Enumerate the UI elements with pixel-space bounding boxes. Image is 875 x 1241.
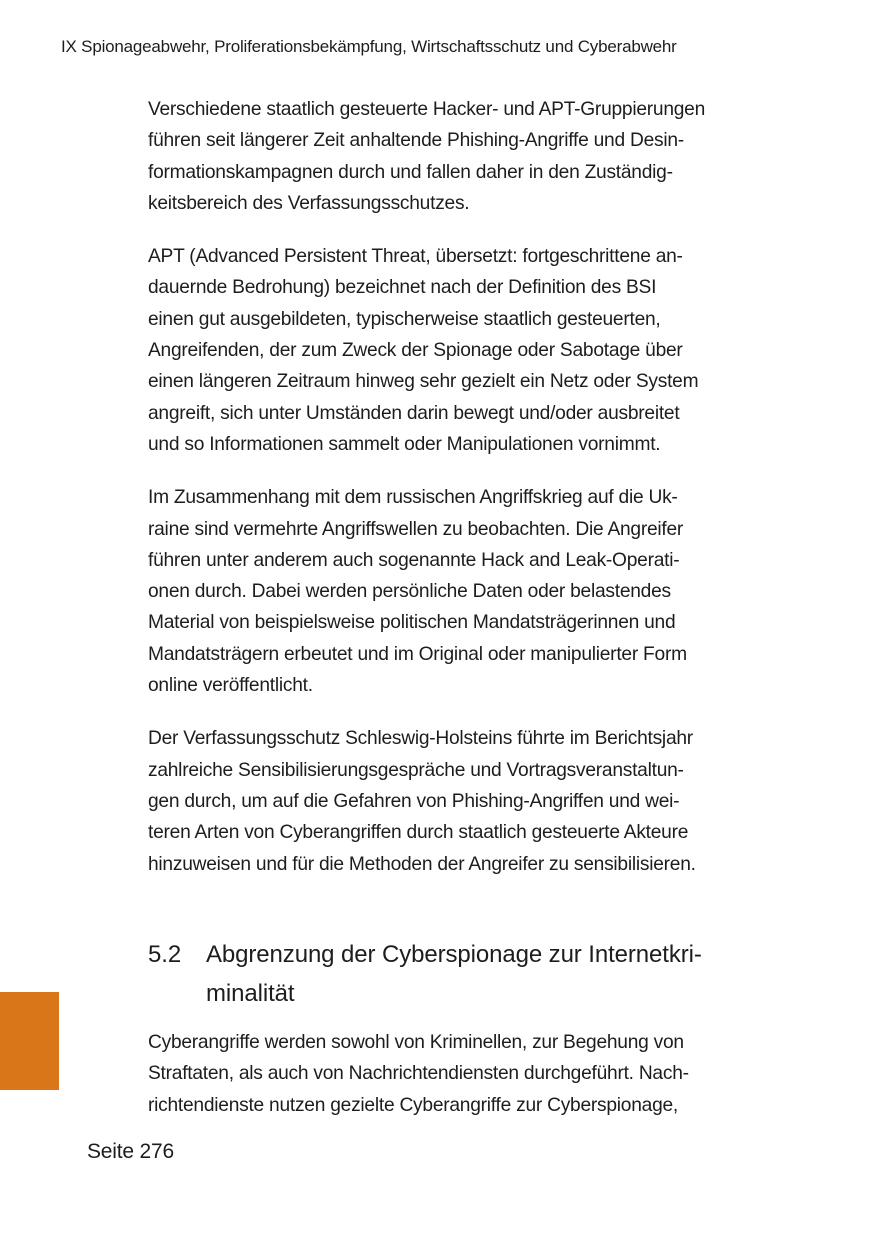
section-title xyxy=(206,936,702,1013)
paragraph-line: teren Arten von Cyberangriffen durch staatlich gesteuerte Akteure xyxy=(148,822,689,844)
section-body xyxy=(148,1027,788,1143)
running-header: IX Spionageabwehr, Proliferationsbekämpfung, Wirtschaftsschutz und Cyberabwehr xyxy=(61,37,677,56)
section-title-line: Abgrenzung der Cyberspionage zur Internetkri- xyxy=(206,941,702,968)
paragraph-line: richtendienste nutzen gezielte Cyberangriffe zur Cyberspionage, xyxy=(148,1094,678,1116)
paragraph-line: Cyberangriffe werden sowohl von Kriminellen, zur Begehung von xyxy=(148,1032,684,1053)
paragraph-line: raine sind vermehrte Angriffswellen zu beobachten. Die Angreifer xyxy=(148,518,684,540)
paragraph-3 xyxy=(148,482,788,701)
paragraph-line: Der Verfassungsschutz Schleswig-Holsteins führte im Berichtsjahr xyxy=(148,728,693,750)
chapter-side-tab xyxy=(0,992,59,1090)
paragraph-line: führen unter anderem auch sogenannte Hack and Leak-Operati- xyxy=(148,549,680,571)
paragraph-line: Im Zusammenhang mit dem russischen Angriffskrieg auf die Uk- xyxy=(148,487,678,509)
paragraph-line: formationskampagnen durch und fallen daher in den Zuständig- xyxy=(148,161,673,183)
section-heading xyxy=(148,936,788,1013)
section-title-line: minalität xyxy=(206,979,295,1007)
paragraph-line: und so Informationen sammelt oder Manipulationen vornimmt. xyxy=(148,433,661,455)
section-number: 5.2 xyxy=(148,941,182,968)
page-number: Seite 276 xyxy=(87,1140,174,1163)
paragraph-1 xyxy=(148,94,788,219)
paragraph-2 xyxy=(148,241,788,460)
paragraph-line: keitsbereich des Verfassungsschutzes. xyxy=(148,192,470,214)
paragraph-line: hinzuweisen und für die Methoden der Angreifer zu sensibilisieren. xyxy=(148,853,696,875)
paragraph-line: einen längeren Zeitraum hinweg sehr gezielt ein Netz oder System xyxy=(148,371,699,393)
paragraph-line: Mandatsträgern erbeutet und im Original oder manipulierter Form xyxy=(148,643,687,665)
paragraph-line: dauernde Bedrohung) bezeichnet nach der Definition des BSI xyxy=(148,277,657,299)
paragraph-line: gen durch, um auf die Gefahren von Phishing-Angriffen und wei- xyxy=(148,790,680,812)
paragraph-line: online veröffentlicht. xyxy=(148,675,313,697)
paragraph-line: onen durch. Dabei werden persönliche Daten oder belastendes xyxy=(148,581,671,603)
paragraph-line: zahlreiche Sensibilisierungsgespräche und Vortragsveranstaltun- xyxy=(148,759,684,781)
paragraph-line: Material von beispielsweise politischen Mandatsträgerinnen und xyxy=(148,612,676,634)
body-text xyxy=(148,94,788,902)
paragraph-line: Angreifenden, der zum Zweck der Spionage oder Sabotage über xyxy=(148,340,683,362)
paragraph-line: Verschiedene staatlich gesteuerte Hacker- und APT-Gruppierungen xyxy=(148,99,706,120)
section-paragraph xyxy=(148,1027,788,1121)
paragraph-4 xyxy=(148,723,788,879)
paragraph-line: führen seit längerer Zeit anhaltende Phishing-Angriffe und Desin- xyxy=(148,130,684,152)
paragraph-line: Straftaten, als auch von Nachrichtendiensten durchgeführt. Nach- xyxy=(148,1063,689,1085)
paragraph-line: angreift, sich unter Umständen darin bewegt und/oder ausbreitet xyxy=(148,402,680,424)
paragraph-line: einen gut ausgebildeten, typischerweise staatlich gesteuerten, xyxy=(148,308,661,330)
paragraph-line: APT (Advanced Persistent Threat, übersetzt: fortgeschrittene an- xyxy=(148,246,683,268)
